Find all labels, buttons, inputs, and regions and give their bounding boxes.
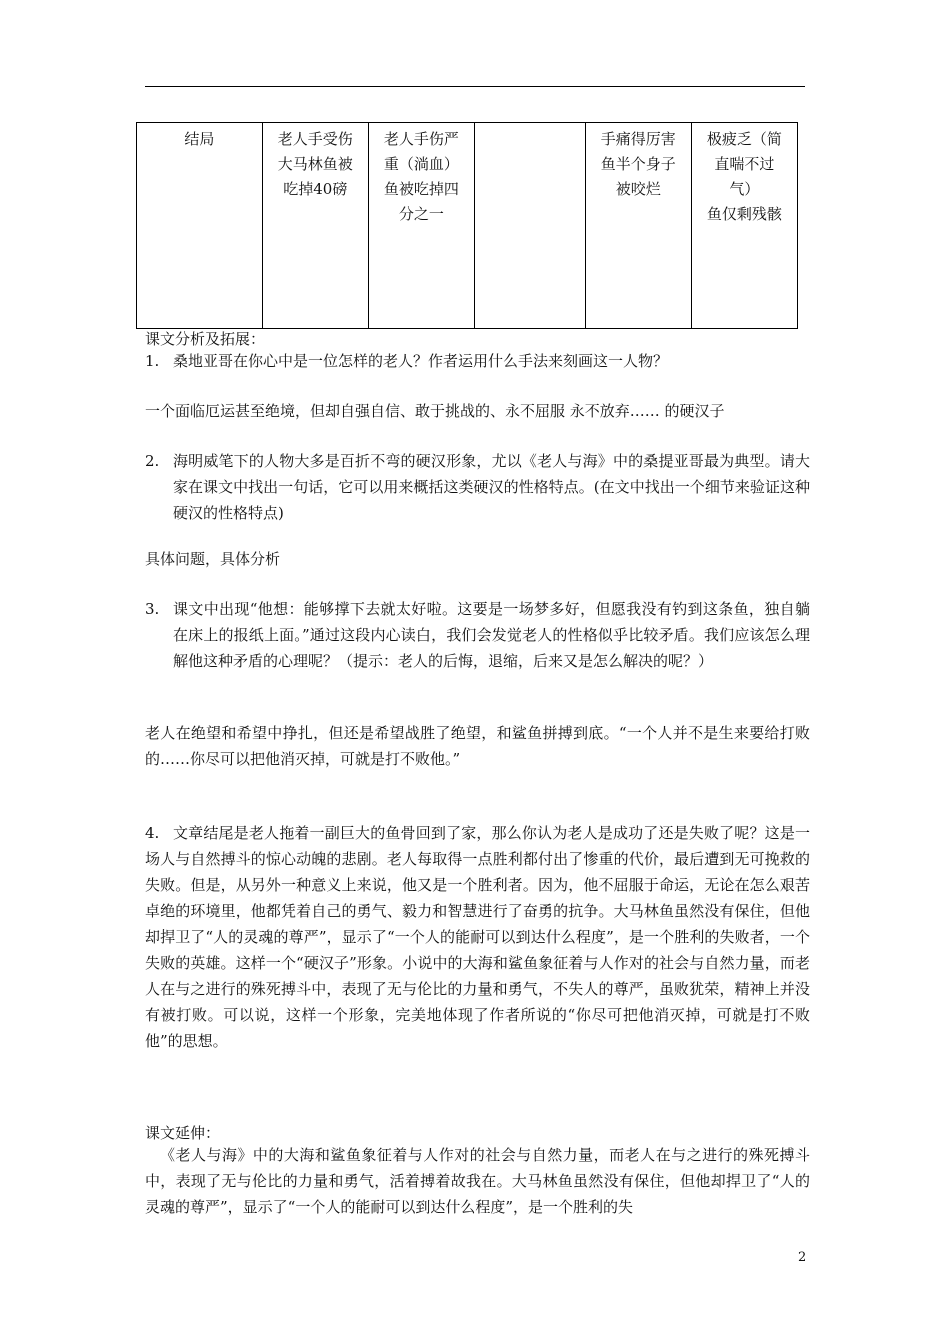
question-number: 2. (145, 452, 160, 470)
question-text: 课文中出现“他想：能够撑下去就太好啦。这要是一场梦多好，但愿我没有钓到这条鱼，独自躺在床上的报纸上面。”通过这段内心读白，我们会发觉老人的性格似乎比较矛盾。我们应该怎么理解他这种矛盾的心理呢？（提示：老人的后悔，退缩，后来又是怎么解决的呢？） (173, 600, 810, 670)
table-cell (691, 123, 797, 329)
cell-line: 分之一 (398, 205, 444, 223)
cell-line: 手痛得厉害 (600, 130, 676, 148)
cell-line: 大马林鱼被 (277, 155, 353, 173)
cell-line: 气） (729, 180, 760, 198)
question-1 (145, 348, 810, 374)
question-number: 4. (145, 824, 160, 842)
page-number: 2 (798, 1250, 807, 1265)
extension-heading: 课文延伸： (145, 1124, 221, 1142)
cell-line: 老人手伤严 (383, 130, 459, 148)
outcome-table (136, 122, 798, 329)
answer-3: 老人在绝望和希望中挣扎，但还是希望战胜了绝望，和鲨鱼拼搏到底。“一个人并不是生来要给打败的……你尽可以把他消灭掉，可就是打不败他。” (145, 724, 810, 768)
cell-line: 极疲乏（简 (706, 130, 782, 148)
question-number: 1. (145, 352, 160, 370)
table-cell (585, 123, 691, 329)
question-number: 3. (145, 600, 160, 618)
question-text: 海明威笔下的人物大多是百折不弯的硬汉形象，尤以《老人与海》中的桑提亚哥最为典型。请大家在课文中找出一句话，它可以用来概括这类硬汉的性格特点。(在文中找出一个细节来验证这种硬汉的性格特点) (173, 452, 810, 522)
extension-text: 《老人与海》中的大海和鲨鱼象征着与人作对的社会与自然力量，而老人在与之进行的殊死搏斗中，表现了无与伦比的力量和勇气，活着搏着故我在。大马林鱼虽然没有保住，但他却捍卫了“人的灵魂的尊严”，显示了“一个人的能耐可以到达什么程度”，是一个胜利的失 (145, 1146, 810, 1216)
table-cell-empty (475, 123, 586, 329)
answer-1: 一个面临厄运甚至绝境，但却自强自信、敢于挑战的、永不屈服 永不放弃…… 的硬汉子 (145, 402, 725, 420)
row-label: 结局 (184, 130, 215, 148)
answer-2: 具体问题，具体分析 (145, 550, 281, 568)
question-text: 桑地亚哥在你心中是一位怎样的老人？作者运用什么手法来刻画这一人物？ (173, 352, 669, 370)
question-3 (145, 596, 810, 674)
analysis-heading: 课文分析及拓展： (145, 330, 266, 348)
table-cell (368, 123, 474, 329)
cell-line: 老人手受伤 (277, 130, 353, 148)
cell-line: 被咬烂 (615, 180, 661, 198)
row-label-cell (137, 123, 263, 329)
question-2 (145, 448, 810, 526)
table-row (137, 123, 798, 329)
question-4 (145, 820, 810, 1054)
cell-line: 鱼仅剩残骸 (706, 205, 782, 223)
cell-line: 鱼被吃掉四 (383, 180, 459, 198)
cell-line: 重（淌血） (383, 155, 459, 173)
cell-line: 吃掉40磅 (283, 180, 348, 198)
cell-line: 鱼半个身子 (600, 155, 676, 173)
question-text: 文章结尾是老人拖着一副巨大的鱼骨回到了家，那么你认为老人是成功了还是失败了呢？这是一场人与自然搏斗的惊心动魄的悲剧。老人每取得一点胜利都付出了惨重的代价，最后遭到无可挽救的失败。但是，从另外一种意义上来说，他又是一个胜利者。因为，他不屈服于命运，无论在怎么艰苦卓绝的环境里，他都凭着自己的勇气、毅力和智慧进行了奋勇的抗争。大马林鱼虽然没有保住，但他却捍卫了“人的灵魂的尊严”，显示了“一个人的能耐可以到达什么程度”，是一个胜利的失败者，一个失败的英雄。这样一个“硬汉子”形象。小说中的大海和鲨鱼象征着与人作对的社会与自然力量，而老人在与之进行的殊死搏斗中，表现了无与伦比的力量和勇气，不失人的尊严，虽败犹荣，精神上并没有被打败。可以说，这样一个形象，完美地体现了作者所说的“你尽可把他消灭掉，可就是打不败他”的思想。 (145, 824, 810, 1050)
table-cell (262, 123, 368, 329)
header-rule (145, 86, 805, 87)
cell-line: 直喘不过 (714, 155, 775, 173)
